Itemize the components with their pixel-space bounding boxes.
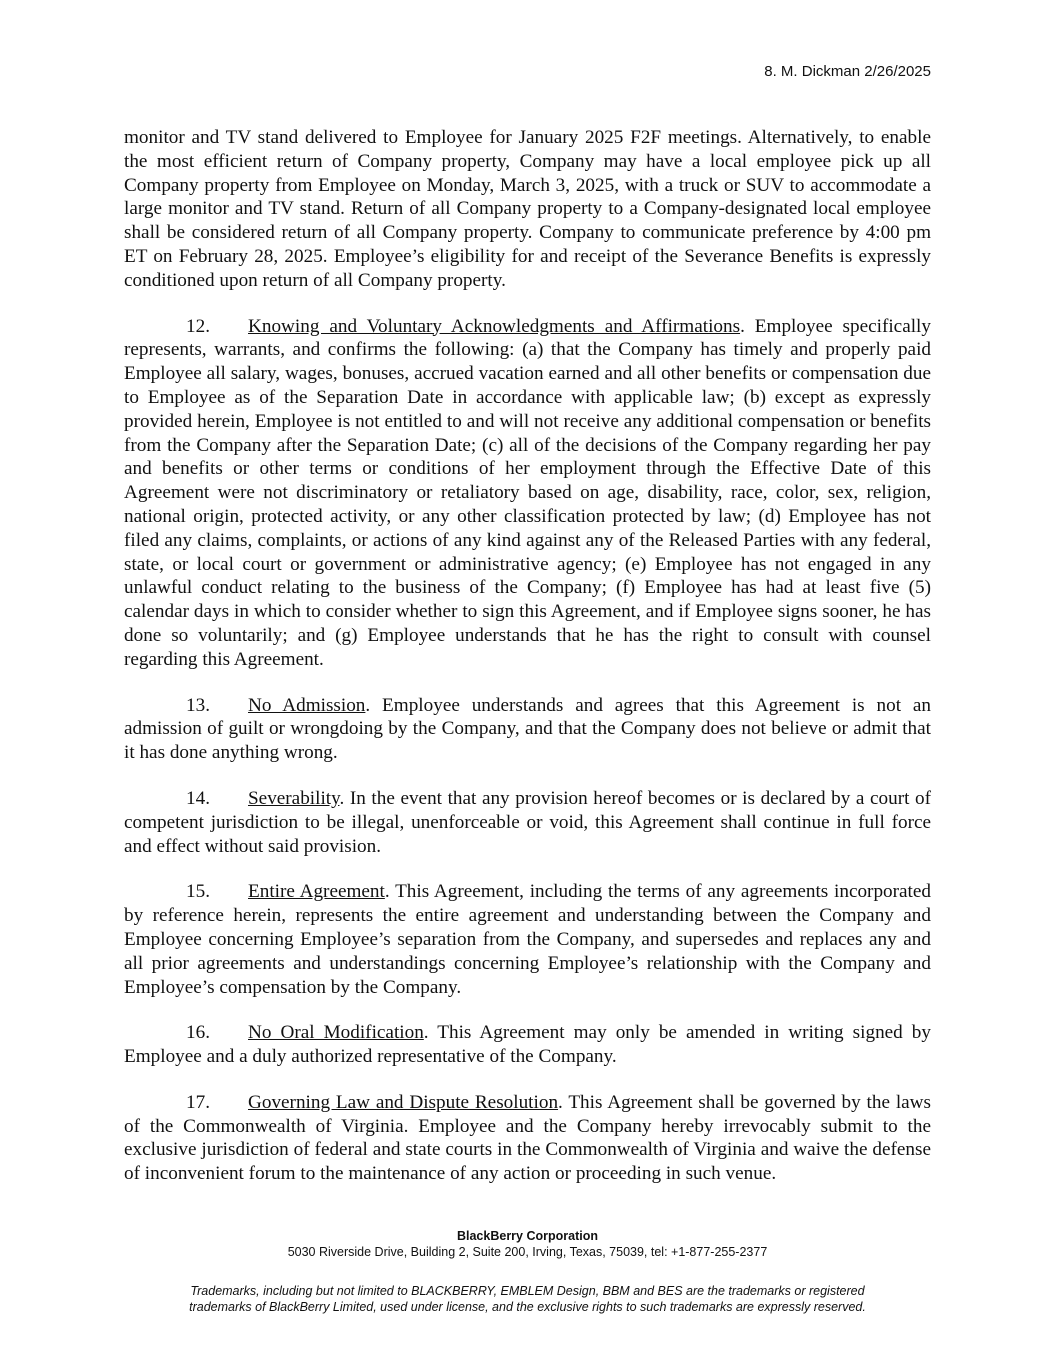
- section-15: [124, 880, 931, 999]
- footer-company-info: [0, 1228, 1055, 1260]
- paragraph-text: . In the event that any provision hereof becomes or is declared by a court of competent jurisdiction to be illegal, unenforceable or void, this Agreement shall continue in full force and effect without said provision.: [124, 787, 931, 857]
- section-number: 16.: [186, 1022, 210, 1044]
- document-body: [124, 126, 931, 1208]
- section-number: 17.: [186, 1091, 210, 1113]
- section-number: 14.: [186, 787, 210, 809]
- footer-trademark-notice: [0, 1283, 1055, 1315]
- paragraph-text: . Employee specifically represents, warrants, and confirms the following: (a) that the Company has timely and properly paid Employee all salary, wages, bonuses, accrued vacation earned and all other benefits or compensation due to Employee as of the Separation Date in accordance with applicable law; (b) except as expressly provided herein, Employee is not entitled to and will not receive any additional compensation or benefits from the Company after the Separation Date; (c) all of the decisions of the Company regarding her pay and benefits or other terms or conditions of her employment through the Effective Date of this Agreement were not discriminatory or retaliatory based on age, disability, race, color, sex, religion, national origin, protected activity, or any other classification protected by law; (d) Employee has not filed any claims, complaints, or actions of any kind against any of the Released Parties with any federal, state, or local court or government or administrative agency; (e) Employee has not engaged in any unlawful conduct relating to the business of the Company; (f) Employee has had at least five (5) calendar days in which to consider whether to sign this Agreement, and if Employee signs sooner, he has done so voluntarily; and (g) Employee understands that he has the right to consult with counsel regarding this Agreement.: [124, 315, 931, 670]
- section-16: [124, 1021, 931, 1069]
- section-17: [124, 1091, 931, 1186]
- section-14: [124, 787, 931, 858]
- section-number: 15.: [186, 881, 210, 903]
- trademark-line: Trademarks, including but not limited to BLACKBERRY, EMBLEM Design, BBM and BES are the trademarks or registered: [190, 1284, 865, 1298]
- paragraph-continuation: [124, 126, 931, 293]
- section-12: [124, 315, 931, 672]
- paragraph-text: . Employee understands and agrees that this Agreement is not an admission of guilt or wrongdoing by the Company, and that the Company does not believe or admit that it has done anything wrong.: [124, 694, 931, 764]
- paragraph-text: monitor and TV stand delivered to Employee for January 2025 F2F meetings. Alternatively, to enable the most efficient return of Company property, Company may have a local employee pick up all Company property from Employee on Monday, March 3, 2025, with a truck or SUV to accommodate a large monitor and TV stand. Return of all Company property to a Company-designated local employee shall be considered return of all Company property. Company to communicate preference by 4:00 pm ET on February 28, 2025. Employee’s eligibility for and receipt of the Severance Benefits is expressly conditioned upon return of all Company property.: [124, 127, 931, 291]
- paragraph-text: . This Agreement shall be governed by the laws of the Commonwealth of Virginia. Employee and the Company hereby irrevocably submit to the exclusive jurisdiction of federal and state courts in the Commonwealth of Virginia and waive the defense of inconvenient forum to the maintenance of any action or proceeding in such venue.: [124, 1091, 932, 1185]
- footer-company-name: BlackBerry Corporation: [456, 1229, 598, 1243]
- paragraph-text: . This Agreement may only be amended in writing signed by Employee and a duly authorized representative of the Company.: [124, 1022, 931, 1068]
- section-number: 13.: [186, 694, 210, 716]
- paragraph-text: . This Agreement, including the terms of any agreements incorporated by reference herein, represents the entire agreement and understanding between the Company and Employee concerning Employee’s separation from the Company, and supersedes and replaces any and all prior agreements and understandings concerning Employee’s relationship with the Company and Employee’s compensation by the Company.: [124, 881, 931, 998]
- section-heading: No Oral Modification: [248, 1022, 424, 1044]
- section-13: [124, 694, 931, 765]
- footer-address: 5030 Riverside Drive, Building 2, Suite 200, Irving, Texas, 75039, tel: +1-877-255-2377: [287, 1245, 768, 1259]
- page-header-signature-note: 8. M. Dickman 2/26/2025: [764, 63, 931, 80]
- section-heading: Governing Law and Dispute Resolution: [248, 1091, 559, 1113]
- section-number: 12.: [186, 315, 210, 337]
- section-heading: Entire Agreement: [248, 881, 385, 903]
- section-heading: Severability: [248, 787, 340, 809]
- section-heading: No Admission: [248, 694, 366, 716]
- trademark-line: trademarks of BlackBerry Limited, used under license, and the exclusive rights to such trademarks are expressly reserved.: [189, 1300, 866, 1314]
- section-heading: Knowing and Voluntary Acknowledgments and Affirmations: [248, 315, 741, 337]
